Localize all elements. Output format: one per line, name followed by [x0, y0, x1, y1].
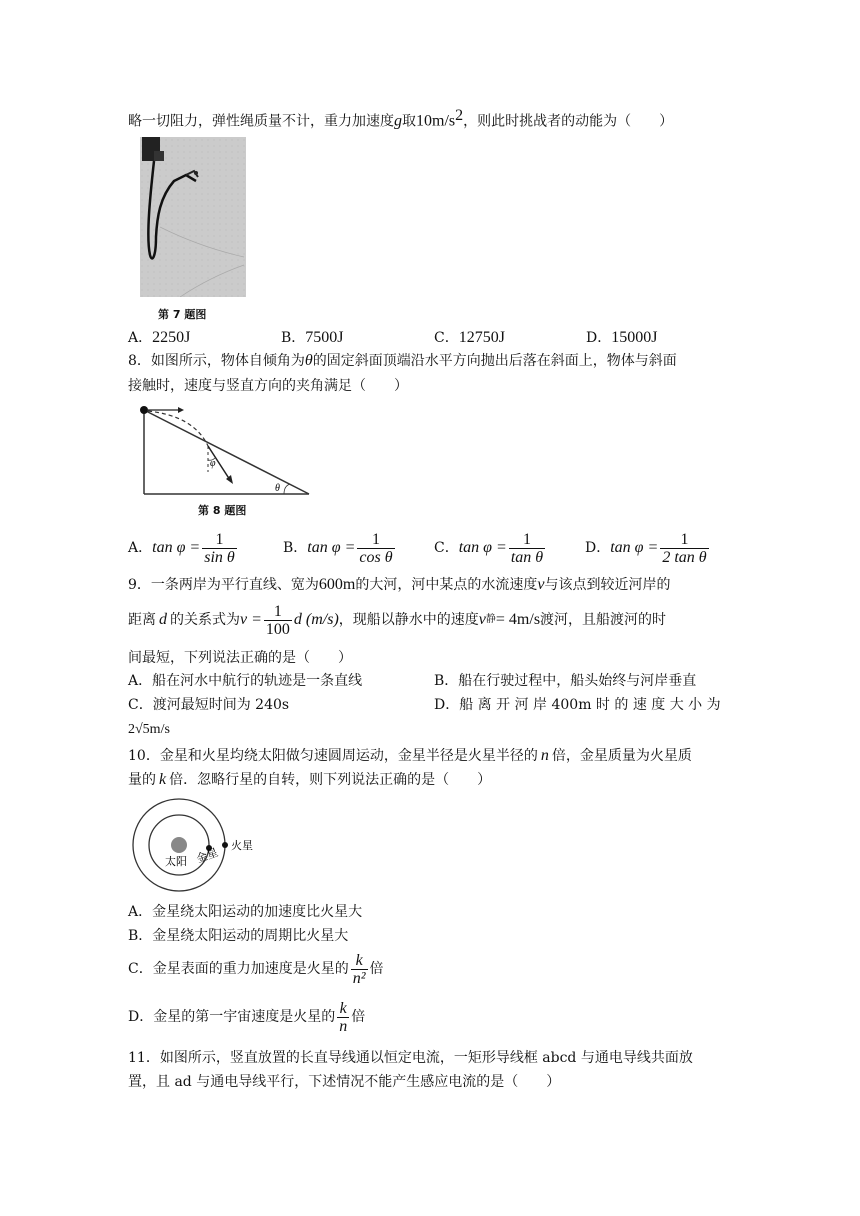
q8-option-a[interactable]: A． tan φ = $\frac{1}{\text{sin θ}}$: [128, 530, 235, 566]
q8-option-c[interactable]: C． tan φ = $\frac{1}{\text{tan θ}}$: [434, 530, 544, 566]
q7-option-a[interactable]: A．2250J: [128, 329, 191, 346]
q11-stem-line1: 11．如图所示，竖直放置的长直导线通以恒定电流，一矩形导线框 abcd 与通电导线共面放: [128, 1050, 693, 1066]
q10-sun-label: 太阳: [165, 855, 187, 868]
q10-stem-line1: 10．金星和火星均绕太阳做匀速圆周运动，金星半径是火星半径的 n 倍，金星质量为火星质: [128, 747, 692, 764]
q8-theta-label: θ: [275, 483, 280, 494]
q7-photo: [140, 137, 246, 297]
q7-option-c[interactable]: C．12750J: [434, 329, 505, 346]
q8-option-d[interactable]: D． tan φ = $\frac{1}{\text{2 tan θ}}$: [585, 530, 707, 566]
q10-option-b[interactable]: B．金星绕太阳运动的周期比火星大: [128, 928, 349, 944]
q10-option-a[interactable]: A．金星绕太阳运动的加速度比火星大: [128, 904, 363, 920]
q10-option-d[interactable]: D． 金星的第一宇宙速度是火星的 $\frac{k}{n}$ 倍: [128, 999, 366, 1035]
q7-stem: 略一切阻力，弹性绳质量不计，重力加速度g取$10m/s^2$，则此时挑战者的动能为（ ）: [128, 107, 674, 130]
q9-stem-line2: 距离 d 的关系式为 v = $\frac{1}{100}$ d (m/s) ，现船以静水中的速度 v 静 = 4m/s 渡河，且船渡河的时: [128, 602, 667, 638]
q8-phi-label: φ: [210, 458, 216, 469]
q10-venus-label: 金星: [194, 845, 220, 866]
q7-option-d[interactable]: D．15000J: [586, 329, 658, 346]
q10-stem-line2: 量的 k 倍．忽略行星的自转，则下列说法正确的是（ ）: [128, 771, 492, 788]
q8-option-b[interactable]: B． tan φ = $\frac{1}{\text{cos θ}}$: [283, 530, 393, 566]
q10-option-c[interactable]: C． 金星表面的重力加速度是火星的 $\frac{k}{\text{n²}}$ 倍: [128, 951, 384, 987]
q8-stem-line1: 8．如图所示，物体自倾角为θ的固定斜面顶端沿水平方向抛出后落在斜面上，物体与斜面: [128, 352, 677, 369]
q9-option-c[interactable]: C．渡河最短时间为 240s: [128, 697, 290, 713]
q8-stem-line2: 接触时，速度与竖直方向的夹角满足（ ）: [128, 378, 408, 394]
q10-orbit-diagram: [130, 798, 270, 894]
q9-option-b[interactable]: B．船在行驶过程中，船头始终与河岸垂直: [434, 673, 697, 689]
q9-option-d[interactable]: D．船 离 开 河 岸 400m 时 的 速 度 大 小 为: [434, 697, 721, 713]
q7-caption: 第 7 题图: [158, 308, 207, 321]
q8-caption: 第 8 题图: [198, 504, 247, 517]
q9-option-d-value: 2√5m/s: [128, 722, 170, 737]
q11-stem-line2: 置，且 ad 与通电导线平行，下述情况不能产生感应电流的是（ ）: [128, 1074, 561, 1090]
q9-stem-line3: 间最短，下列说法正确的是（ ）: [128, 650, 352, 666]
q7-option-b[interactable]: B．7500J: [281, 329, 344, 346]
q9-stem-line1: 9．一条两岸为平行直线、宽为600m的大河，河中某点的水流速度v与该点到较近河岸的: [128, 576, 671, 593]
q9-option-a[interactable]: A．船在河水中航行的轨迹是一条直线: [128, 673, 363, 689]
q10-mars-label: 火星: [231, 839, 253, 852]
q8-incline-diagram: [134, 402, 314, 498]
